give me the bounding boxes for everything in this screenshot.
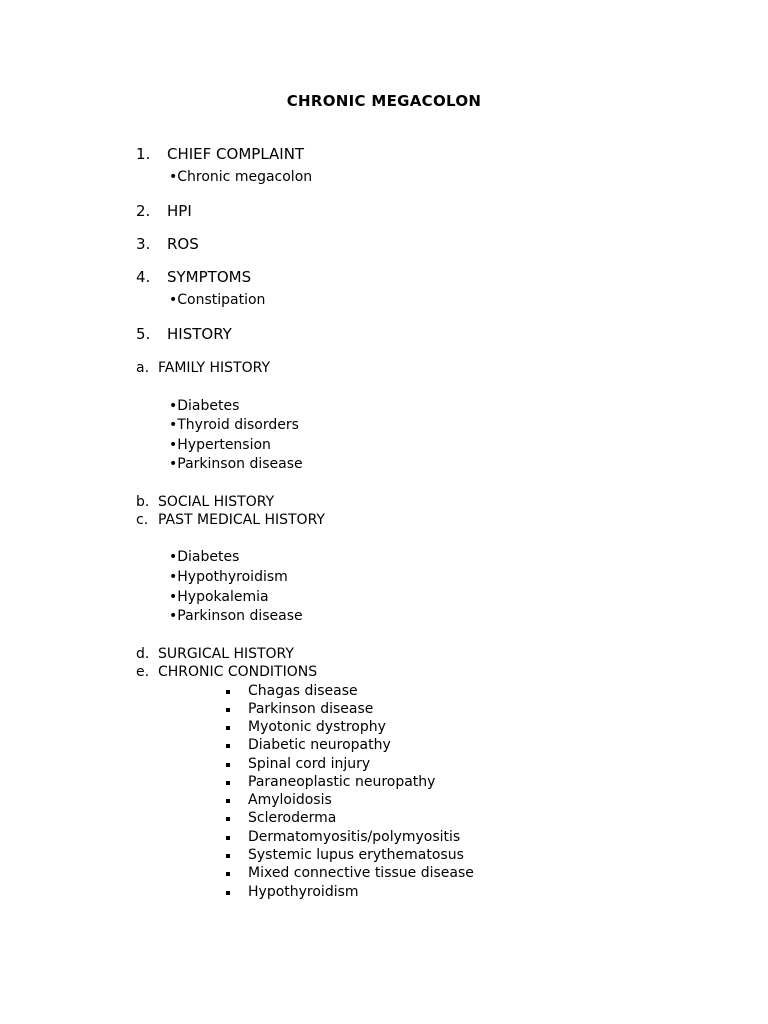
square-bullet-icon: [226, 817, 230, 821]
square-bullet-icon: [226, 726, 230, 730]
subsection-heading-social-history: SOCIAL HISTORY: [158, 494, 275, 510]
square-bullet-icon: [226, 854, 230, 858]
section-heading-symptoms: SYMPTOMS: [167, 268, 252, 286]
section-number: 3.: [136, 235, 151, 253]
list-item: Paraneoplastic neuropathy: [248, 774, 436, 790]
list-item: •Hypothyroidism: [169, 569, 288, 585]
subsection-heading-surgical-history: SURGICAL HISTORY: [158, 646, 294, 662]
square-bullet-icon: [226, 744, 230, 748]
list-item: Spinal cord injury: [248, 756, 371, 772]
list-item: •Constipation: [169, 292, 266, 308]
section-heading-hpi: HPI: [167, 202, 192, 220]
section-heading-history: HISTORY: [167, 325, 232, 343]
subsection-heading-chronic-conditions: CHRONIC CONDITIONS: [158, 664, 318, 680]
list-item: •Diabetes: [169, 398, 240, 414]
list-item: Chagas disease: [248, 683, 358, 699]
list-item: Scleroderma: [248, 810, 337, 826]
subsection-heading-past-medical-history: PAST MEDICAL HISTORY: [158, 512, 325, 528]
subsection-letter: e.: [136, 664, 150, 680]
square-bullet-icon: [226, 781, 230, 785]
section-number: 5.: [136, 325, 151, 343]
square-bullet-icon: [226, 836, 230, 840]
subsection-letter: a.: [136, 360, 150, 376]
square-bullet-icon: [226, 708, 230, 712]
list-item: Systemic lupus erythematosus: [248, 847, 464, 863]
square-bullet-icon: [226, 891, 230, 895]
square-bullet-icon: [226, 690, 230, 694]
list-item: Amyloidosis: [248, 792, 332, 808]
list-item: •Diabetes: [169, 549, 240, 565]
list-item: Parkinson disease: [248, 701, 374, 717]
subsection-heading-family-history: FAMILY HISTORY: [158, 360, 270, 376]
section-number: 1.: [136, 145, 151, 163]
square-bullet-icon: [226, 799, 230, 803]
page-title: CHRONIC MEGACOLON: [286, 92, 482, 110]
list-item: •Thyroid disorders: [169, 417, 299, 433]
list-item: •Hypertension: [169, 437, 271, 453]
list-item: Mixed connective tissue disease: [248, 865, 474, 881]
list-item: Diabetic neuropathy: [248, 737, 391, 753]
list-item: •Chronic megacolon: [169, 169, 313, 185]
list-item: Hypothyroidism: [248, 884, 359, 900]
list-item: •Parkinson disease: [169, 608, 303, 624]
list-item: Myotonic dystrophy: [248, 719, 386, 735]
subsection-letter: d.: [136, 646, 150, 662]
section-heading-chief-complaint: CHIEF COMPLAINT: [167, 145, 305, 163]
list-item: •Hypokalemia: [169, 589, 269, 605]
list-item: •Parkinson disease: [169, 456, 303, 472]
square-bullet-icon: [226, 872, 230, 876]
section-heading-ros: ROS: [167, 235, 199, 253]
section-number: 4.: [136, 268, 151, 286]
list-item: Dermatomyositis/polymyositis: [248, 829, 461, 845]
subsection-letter: b.: [136, 494, 150, 510]
subsection-letter: c.: [136, 512, 149, 528]
square-bullet-icon: [226, 763, 230, 767]
section-number: 2.: [136, 202, 151, 220]
